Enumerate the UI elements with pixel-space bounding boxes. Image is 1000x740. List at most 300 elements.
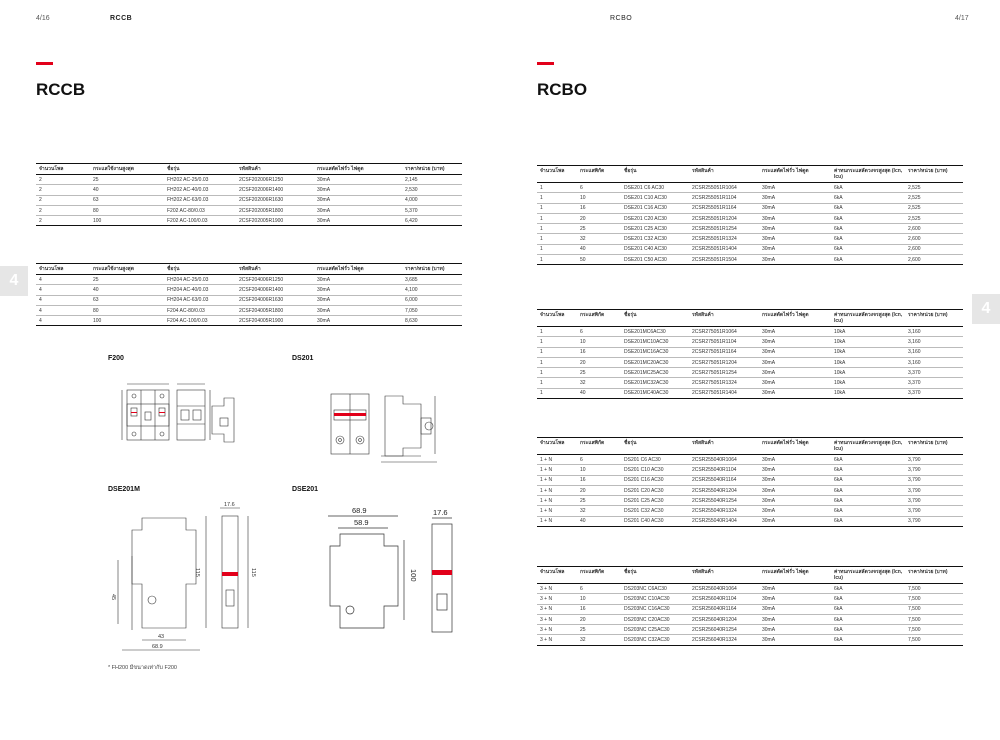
dim-115-a: 115 xyxy=(194,568,200,577)
table-cell: DS201 C25 AC30 xyxy=(621,496,689,506)
table-cell: 7,500 xyxy=(905,594,963,604)
dim-115-b: 115 xyxy=(250,568,256,577)
table-cell: DS203NC C10AC30 xyxy=(621,594,689,604)
table-cell: 32 xyxy=(577,635,621,645)
table-cell: DSE201 C20 AC30 xyxy=(621,213,689,223)
table-cell: FH202 AC-40/0.03 xyxy=(164,185,236,195)
table-cell: 3,370 xyxy=(905,368,963,378)
dim-43: 43 xyxy=(158,634,165,640)
table-cell: 2CSR256040R1254 xyxy=(689,625,759,635)
ds201-drawing xyxy=(325,382,455,470)
table-cell: DS201 C32 AC30 xyxy=(621,506,689,516)
table-row xyxy=(36,305,462,315)
footnote: * FH200 มีขนาดเท่ากับ F200 xyxy=(108,665,177,671)
table-cell: FH204 AC-40/0.03 xyxy=(164,285,236,295)
table-cell: 1 xyxy=(537,327,577,337)
table-cell: 2 xyxy=(36,216,90,226)
table-row xyxy=(537,255,963,265)
table-cell: 6 xyxy=(577,455,621,465)
column-header: ราคา/หน่วย (บาท) xyxy=(905,166,963,183)
table-cell: 30mA xyxy=(759,327,831,337)
drawing-label-f200: F200 xyxy=(108,355,124,362)
table-cell: 1 + N xyxy=(537,485,577,495)
table-cell: 10kA xyxy=(831,388,905,398)
table-cell: 2CSR275051R1404 xyxy=(689,388,759,398)
table-cell: 30mA xyxy=(759,388,831,398)
table-cell: 1 xyxy=(537,255,577,265)
table-cell: 1 xyxy=(537,183,577,193)
table-row xyxy=(36,205,462,215)
table-cell: 30mA xyxy=(759,368,831,378)
column-header: กระแสตัดไฟรั่ว ไฟดูด xyxy=(759,438,831,455)
table-cell: 30mA xyxy=(314,275,402,285)
table-header-row xyxy=(537,310,963,327)
table-cell: 3,370 xyxy=(905,388,963,398)
table-row xyxy=(537,244,963,254)
table-cell: 2CSR255040R1204 xyxy=(689,485,759,495)
table-cell: DSE201 C32 AC30 xyxy=(621,234,689,244)
table-cell: DS203NC C16AC30 xyxy=(621,604,689,614)
dse201m-drawing xyxy=(108,500,268,652)
table-cell: 6kA xyxy=(831,594,905,604)
column-header: ชื่อรุ่น xyxy=(164,164,236,175)
table-cell: 3 + N xyxy=(537,635,577,645)
table-cell: DS203NC C20AC30 xyxy=(621,614,689,624)
table-row xyxy=(537,496,963,506)
table-cell: 80 xyxy=(90,305,164,315)
table-cell: 30mA xyxy=(759,244,831,254)
table-cell: 20 xyxy=(577,614,621,624)
table-cell: 1 + N xyxy=(537,496,577,506)
table-cell: 2CSF202005R1900 xyxy=(236,216,314,226)
page-number: 4/16 xyxy=(36,15,50,22)
table-cell: DS203NC C25AC30 xyxy=(621,625,689,635)
table-cell: 40 xyxy=(577,516,621,526)
table-cell: 2CSR256040R1204 xyxy=(689,614,759,624)
column-header: ราคา/หน่วย (บาท) xyxy=(905,310,963,327)
table-cell: 3 + N xyxy=(537,604,577,614)
table-cell: 80 xyxy=(90,205,164,215)
table-cell: 6kA xyxy=(831,614,905,624)
table-cell: 1 + N xyxy=(537,506,577,516)
table-cell: 6kA xyxy=(831,475,905,485)
table-header-row xyxy=(36,164,462,175)
table-cell: 2CSR275051R1204 xyxy=(689,357,759,367)
column-header: กระแสตัดไฟรั่ว ไฟดูด xyxy=(314,264,402,275)
rcbo-dse201-table xyxy=(537,165,963,265)
table-cell: 4 xyxy=(36,295,90,305)
table-cell: 16 xyxy=(577,203,621,213)
column-header: ชื่อรุ่น xyxy=(164,264,236,275)
dim-17-6: 17.6 xyxy=(433,508,448,517)
dim-68-9: 68.9 xyxy=(152,644,163,650)
table-cell: 6kA xyxy=(831,455,905,465)
rccb-2pole-table xyxy=(36,163,462,226)
table-row xyxy=(537,604,963,614)
accent-bar xyxy=(36,62,53,65)
table-cell: 2CSR256040R1324 xyxy=(689,635,759,645)
table-cell: 7,050 xyxy=(402,305,462,315)
table-cell: 30mA xyxy=(759,213,831,223)
rccb-4pole-table xyxy=(36,263,462,326)
table-cell: 63 xyxy=(90,195,164,205)
table-cell: 2CSR255040R1254 xyxy=(689,496,759,506)
table-row xyxy=(36,285,462,295)
table-cell: DS201 C20 AC30 xyxy=(621,485,689,495)
drawing-label-dse201: DSE201 xyxy=(292,486,319,493)
table-cell: 2CSF204005R1800 xyxy=(236,305,314,315)
column-header: กระแสพิกัด xyxy=(577,166,621,183)
table-cell: 2,600 xyxy=(905,255,963,265)
column-header: ค่าทนกระแสลัดวงจรสูงสุด (Icn, Icu) xyxy=(831,438,905,455)
rcbo-dse201m-table xyxy=(537,309,963,399)
table-cell: 6,420 xyxy=(402,216,462,226)
column-header: รหัสสินค้า xyxy=(689,567,759,584)
table-cell: DSE201 C16 AC30 xyxy=(621,203,689,213)
table-cell: DSE201 C6 AC30 xyxy=(621,183,689,193)
table-cell: 2,525 xyxy=(905,183,963,193)
table-cell: 30mA xyxy=(759,496,831,506)
table-row xyxy=(537,594,963,604)
table-cell: 25 xyxy=(577,625,621,635)
table-cell: 25 xyxy=(90,275,164,285)
table-cell: 2CSF202006R1400 xyxy=(236,185,314,195)
table-cell: 3 + N xyxy=(537,594,577,604)
page-number: 4/17 xyxy=(955,15,969,22)
table-cell: 30mA xyxy=(759,635,831,645)
table-cell: DSE201 C25 AC30 xyxy=(621,224,689,234)
accent-bar xyxy=(537,62,554,65)
column-header: จำนวนโพล xyxy=(36,264,90,275)
table-cell: 10 xyxy=(577,594,621,604)
table-cell: DSE201 C50 AC30 xyxy=(621,255,689,265)
column-header: ราคา/หน่วย (บาท) xyxy=(905,438,963,455)
table-cell: 3,790 xyxy=(905,455,963,465)
table-cell: 2CSR255051R1404 xyxy=(689,244,759,254)
column-header: ราคา/หน่วย (บาท) xyxy=(402,264,462,275)
table-cell: 30mA xyxy=(759,516,831,526)
table-cell: 2CSR255040R1404 xyxy=(689,516,759,526)
table-row xyxy=(537,234,963,244)
table-cell: 2CSR256040R1104 xyxy=(689,594,759,604)
table-cell: DSE201MC16AC30 xyxy=(621,347,689,357)
table-cell: 63 xyxy=(90,295,164,305)
table-cell: 2CSR255040R1324 xyxy=(689,506,759,516)
table-cell: 30mA xyxy=(759,193,831,203)
column-header: กระแสตัดไฟรั่ว ไฟดูด xyxy=(759,166,831,183)
table-cell: 2 xyxy=(36,185,90,195)
running-header: RCCB xyxy=(110,15,133,22)
table-cell: 2CSF204006R1250 xyxy=(236,275,314,285)
column-header: ราคา/หน่วย (บาท) xyxy=(402,164,462,175)
dim-45: 45 xyxy=(110,594,116,601)
table-cell: 7,500 xyxy=(905,635,963,645)
table-cell: 1 xyxy=(537,193,577,203)
chapter-tab[interactable]: 4 xyxy=(972,294,1000,324)
table-cell: 40 xyxy=(90,285,164,295)
table-cell: 8,630 xyxy=(402,316,462,326)
column-header: ค่าทนกระแสลัดวงจรสูงสุด (Icn, Icu) xyxy=(831,166,905,183)
column-header: จำนวนโพล xyxy=(537,310,577,327)
column-header: กระแสใช้งานสูงสุด xyxy=(90,264,164,275)
table-cell: 6kA xyxy=(831,465,905,475)
drawing-label-ds201: DS201 xyxy=(292,355,314,362)
column-header: กระแสพิกัด xyxy=(577,438,621,455)
table-cell: 4 xyxy=(36,285,90,295)
column-header: ชื่อรุ่น xyxy=(621,166,689,183)
table-cell: 3,790 xyxy=(905,485,963,495)
table-cell: 1 + N xyxy=(537,465,577,475)
table-cell: 2CSR255040R1064 xyxy=(689,455,759,465)
table-cell: 1 + N xyxy=(537,516,577,526)
table-header-row xyxy=(537,166,963,183)
table-cell: 3,790 xyxy=(905,516,963,526)
table-cell: 1 xyxy=(537,347,577,357)
chapter-tab[interactable]: 4 xyxy=(0,266,28,296)
table-cell: 10 xyxy=(577,465,621,475)
table-cell: 2CSR256040R1164 xyxy=(689,604,759,614)
table-cell: 6kA xyxy=(831,584,905,594)
column-header: กระแสพิกัด xyxy=(577,310,621,327)
table-cell: 6kA xyxy=(831,516,905,526)
table-cell: DS201 C10 AC30 xyxy=(621,465,689,475)
table-cell: 30mA xyxy=(314,175,402,185)
table-cell: 30mA xyxy=(314,216,402,226)
table-cell: 4,100 xyxy=(402,285,462,295)
table-cell: 2CSR255051R1324 xyxy=(689,234,759,244)
table-cell: F202 AC-80/0.03 xyxy=(164,205,236,215)
table-row xyxy=(36,175,462,185)
table-cell: 30mA xyxy=(759,604,831,614)
table-cell: 30mA xyxy=(314,285,402,295)
table-cell: 25 xyxy=(577,496,621,506)
table-cell: 2,600 xyxy=(905,234,963,244)
table-cell: 30mA xyxy=(314,295,402,305)
running-header: RCBO xyxy=(610,15,633,22)
table-cell: 30mA xyxy=(759,234,831,244)
table-cell: 3 + N xyxy=(537,584,577,594)
table-row xyxy=(36,195,462,205)
table-cell: 2,525 xyxy=(905,213,963,223)
table-cell: DSE201 C40 AC30 xyxy=(621,244,689,254)
table-row xyxy=(537,327,963,337)
table-cell: 2CSR256040R1064 xyxy=(689,584,759,594)
table-row xyxy=(537,213,963,223)
table-cell: 5,370 xyxy=(402,205,462,215)
table-row xyxy=(36,316,462,326)
table-cell: 30mA xyxy=(759,357,831,367)
table-cell: 6kA xyxy=(831,203,905,213)
table-cell: 10 xyxy=(577,193,621,203)
table-cell: 3,790 xyxy=(905,475,963,485)
table-cell: 6,000 xyxy=(402,295,462,305)
table-cell: 1 xyxy=(537,213,577,223)
table-cell: 6 xyxy=(577,327,621,337)
table-cell: 7,500 xyxy=(905,604,963,614)
table-row xyxy=(537,347,963,357)
table-cell: 2CSR275051R1104 xyxy=(689,337,759,347)
table-cell: 10kA xyxy=(831,357,905,367)
table-cell: 50 xyxy=(577,255,621,265)
column-header: ชื่อรุ่น xyxy=(621,310,689,327)
column-header: รหัสสินค้า xyxy=(689,166,759,183)
table-row xyxy=(537,183,963,193)
table-cell: DSE201MC32AC30 xyxy=(621,378,689,388)
table-row xyxy=(537,203,963,213)
column-header: ชื่อรุ่น xyxy=(621,438,689,455)
column-header: จำนวนโพล xyxy=(36,164,90,175)
table-cell: 2CSR255051R1104 xyxy=(689,193,759,203)
table-cell: 1 xyxy=(537,357,577,367)
column-header: กระแสใช้งานสูงสุด xyxy=(90,164,164,175)
table-row xyxy=(537,584,963,594)
table-cell: 6kA xyxy=(831,506,905,516)
table-cell: 40 xyxy=(577,244,621,254)
table-row xyxy=(36,185,462,195)
table-cell: 2 xyxy=(36,195,90,205)
table-cell: 100 xyxy=(90,316,164,326)
table-cell: 30mA xyxy=(759,475,831,485)
table-cell: 6kA xyxy=(831,635,905,645)
table-cell: 30mA xyxy=(759,465,831,475)
table-cell: 6kA xyxy=(831,183,905,193)
table-cell: DSE201MC10AC30 xyxy=(621,337,689,347)
table-cell: 30mA xyxy=(314,316,402,326)
table-cell: 6 xyxy=(577,183,621,193)
table-cell: 2CSR275051R1324 xyxy=(689,378,759,388)
table-cell: 2 xyxy=(36,205,90,215)
table-cell: 2CSR255051R1254 xyxy=(689,224,759,234)
table-row xyxy=(537,378,963,388)
table-cell: 4 xyxy=(36,305,90,315)
table-cell: DSE201MC6AC30 xyxy=(621,327,689,337)
table-cell: 2CSF204006R1400 xyxy=(236,285,314,295)
table-cell: 3,160 xyxy=(905,347,963,357)
table-header-row xyxy=(537,438,963,455)
table-cell: 7,500 xyxy=(905,584,963,594)
table-cell: 30mA xyxy=(759,614,831,624)
table-row xyxy=(537,357,963,367)
table-cell: 3,160 xyxy=(905,357,963,367)
column-header: จำนวนโพล xyxy=(537,166,577,183)
table-cell: DSE201 C10 AC30 xyxy=(621,193,689,203)
table-cell: DS201 C16 AC30 xyxy=(621,475,689,485)
column-header: รหัสสินค้า xyxy=(689,310,759,327)
table-row xyxy=(537,224,963,234)
table-row xyxy=(36,295,462,305)
table-row xyxy=(537,388,963,398)
table-row xyxy=(537,485,963,495)
table-cell: 30mA xyxy=(759,183,831,193)
table-cell: 6kA xyxy=(831,625,905,635)
table-cell: 3,790 xyxy=(905,465,963,475)
column-header: ค่าทนกระแสลัดวงจรสูงสุด (Icn, Icu) xyxy=(831,310,905,327)
column-header: จำนวนโพล xyxy=(537,567,577,584)
table-cell: FH202 AC-25/0.03 xyxy=(164,175,236,185)
table-cell: DS201 C6 AC30 xyxy=(621,455,689,465)
table-cell: 6 xyxy=(577,584,621,594)
table-cell: 30mA xyxy=(759,506,831,516)
table-cell: 1 xyxy=(537,234,577,244)
table-cell: F202 AC-100/0.03 xyxy=(164,216,236,226)
table-cell: 2CSR255040R1164 xyxy=(689,475,759,485)
table-cell: 30mA xyxy=(759,337,831,347)
table-cell: 10kA xyxy=(831,368,905,378)
f200-drawing xyxy=(112,376,252,458)
dse201-drawing xyxy=(316,500,466,650)
table-cell: 2,525 xyxy=(905,203,963,213)
table-cell: 3,685 xyxy=(402,275,462,285)
table-cell: 3,160 xyxy=(905,327,963,337)
table-cell: 10kA xyxy=(831,337,905,347)
table-cell: 3 + N xyxy=(537,625,577,635)
table-cell: 2CSF202006R1630 xyxy=(236,195,314,205)
table-cell: DS203NC C6AC30 xyxy=(621,584,689,594)
dim-58-9: 58.9 xyxy=(354,518,369,527)
table-row xyxy=(537,455,963,465)
table-cell: 3,160 xyxy=(905,337,963,347)
column-header: รหัสสินค้า xyxy=(236,264,314,275)
table-cell: 10kA xyxy=(831,378,905,388)
table-cell: 30mA xyxy=(759,224,831,234)
table-cell: DS203NC C32AC30 xyxy=(621,635,689,645)
table-cell: 30mA xyxy=(314,205,402,215)
table-cell: 3 + N xyxy=(537,614,577,624)
table-cell: 20 xyxy=(577,485,621,495)
table-cell: 2CSR275051R1254 xyxy=(689,368,759,378)
table-row xyxy=(537,475,963,485)
table-cell: 4 xyxy=(36,275,90,285)
table-cell: 20 xyxy=(577,357,621,367)
table-cell: 10kA xyxy=(831,327,905,337)
page-title: RCCB xyxy=(36,80,86,99)
dim-68-9: 68.9 xyxy=(352,506,367,515)
dim-100: 100 xyxy=(409,569,418,582)
table-row xyxy=(537,614,963,624)
table-cell: 6kA xyxy=(831,234,905,244)
table-cell: 20 xyxy=(577,213,621,223)
table-cell: 30mA xyxy=(314,185,402,195)
table-cell: 30mA xyxy=(759,378,831,388)
table-cell: FH202 AC-63/0.03 xyxy=(164,195,236,205)
table-cell: DSE201MC20AC30 xyxy=(621,357,689,367)
table-cell: 7,500 xyxy=(905,614,963,624)
table-header-row xyxy=(537,567,963,584)
table-cell: 1 xyxy=(537,203,577,213)
table-cell: 2,525 xyxy=(905,193,963,203)
table-cell: 6kA xyxy=(831,213,905,223)
table-cell: 2CSR255051R1164 xyxy=(689,203,759,213)
table-cell: 1 xyxy=(537,337,577,347)
table-row xyxy=(537,625,963,635)
table-cell: 6kA xyxy=(831,255,905,265)
table-cell: 30mA xyxy=(314,195,402,205)
table-cell: 30mA xyxy=(759,485,831,495)
table-cell: FH204 AC-25/0.03 xyxy=(164,275,236,285)
column-header: ราคา/หน่วย (บาท) xyxy=(905,567,963,584)
table-row xyxy=(537,516,963,526)
table-cell: 4,000 xyxy=(402,195,462,205)
table-cell: 10 xyxy=(577,337,621,347)
table-cell: 6kA xyxy=(831,485,905,495)
table-cell: 32 xyxy=(577,378,621,388)
table-cell: 2,600 xyxy=(905,244,963,254)
column-header: กระแสตัดไฟรั่ว ไฟดูด xyxy=(759,567,831,584)
table-cell: 30mA xyxy=(759,255,831,265)
table-cell: 40 xyxy=(90,185,164,195)
table-row xyxy=(537,193,963,203)
table-cell: 1 xyxy=(537,388,577,398)
